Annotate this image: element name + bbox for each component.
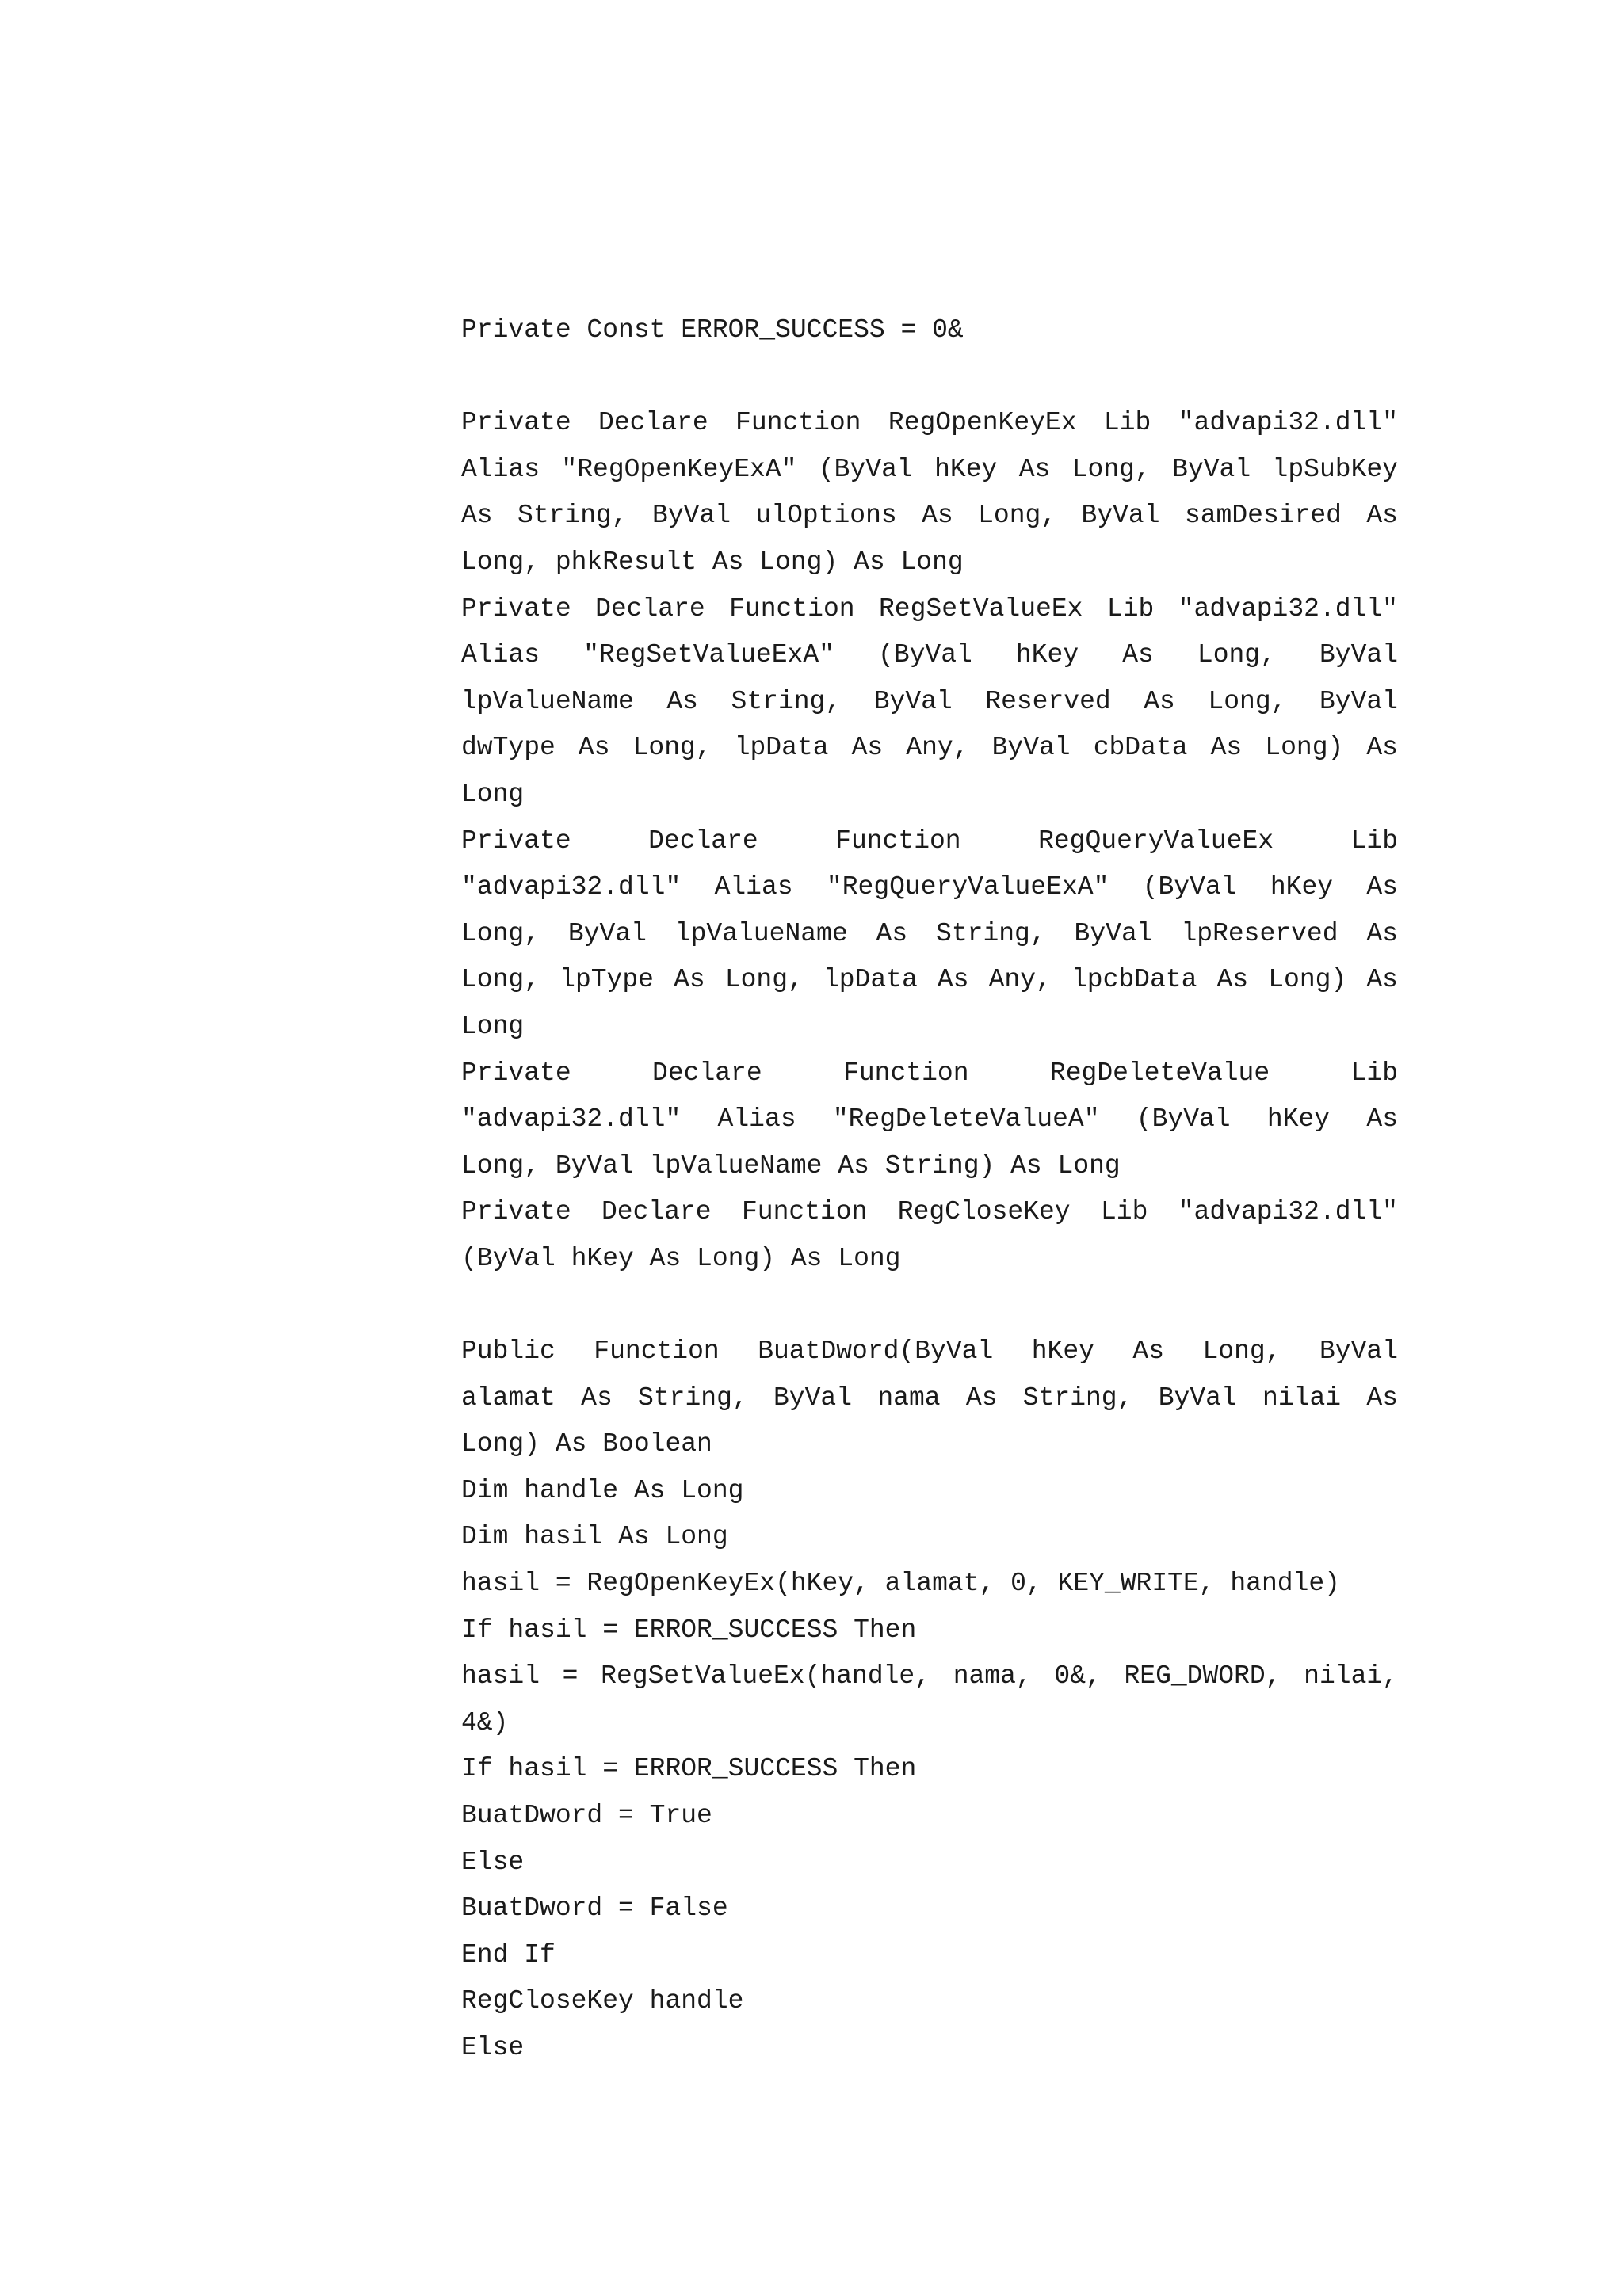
blank-line — [461, 1282, 1398, 1329]
code-line: Long — [461, 779, 525, 809]
code-line: BuatDword = True — [461, 1801, 712, 1830]
code-line: Alias "RegOpenKeyExA" (ByVal hKey As Long, ByVal lpSubKey — [461, 454, 1398, 484]
code-line: "advapi32.dll" Alias "RegDeleteValueA" (ByVal hKey As — [461, 1104, 1398, 1135]
code-line: Private Const ERROR_SUCCESS = 0& — [461, 315, 964, 345]
code-line: End If — [461, 1939, 556, 1970]
code-line: hasil = RegSetValueEx(handle, nama, 0&, REG_DWORD, nilai, — [461, 1661, 1398, 1691]
code-line: Alias "RegSetValueExA" (ByVal hKey As Long, ByVal — [461, 640, 1398, 670]
code-line: Dim hasil As Long — [461, 1522, 728, 1552]
code-line: Long, lpType As Long, lpData As Any, lpcbData As Long) As — [461, 965, 1398, 995]
code-line: Long — [461, 1011, 525, 1041]
code-line: If hasil = ERROR_SUCCESS Then — [461, 1754, 917, 1784]
code-line: Private Declare Function RegQueryValueEx Lib — [461, 826, 1398, 856]
code-line: Long, ByVal lpValueName As String) As Long — [461, 1150, 1121, 1180]
code-line: lpValueName As String, ByVal Reserved As Long, ByVal — [461, 686, 1398, 716]
code-line: Dim handle As Long — [461, 1475, 744, 1505]
code-line: RegCloseKey handle — [461, 1986, 744, 2016]
code-line: dwType As Long, lpData As Any, ByVal cbData As Long) As — [461, 733, 1398, 763]
code-line: Private Declare Function RegDeleteValue Lib — [461, 1058, 1398, 1088]
code-line: (ByVal hKey As Long) As Long — [461, 1243, 901, 1273]
code-line: If hasil = ERROR_SUCCESS Then — [461, 1615, 917, 1645]
code-line: Private Declare Function RegSetValueEx Lib "advapi32.dll" — [461, 593, 1398, 624]
code-line: Long, ByVal lpValueName As String, ByVal lpReserved As — [461, 918, 1398, 948]
code-line: Else — [461, 2032, 525, 2062]
code-line: BuatDword = False — [461, 1894, 728, 1924]
code-listing — [461, 307, 1398, 2072]
code-line: 4&) — [461, 1707, 509, 1737]
code-line: Private Declare Function RegOpenKeyEx Lib "advapi32.dll" — [461, 408, 1398, 438]
code-line: Public Function BuatDword(ByVal hKey As Long, ByVal — [461, 1337, 1398, 1367]
code-line: Long) As Boolean — [461, 1429, 712, 1459]
code-line: hasil = RegOpenKeyEx(hKey, alamat, 0, KEY_WRITE, handle) — [461, 1569, 1340, 1599]
code-line: Else — [461, 1847, 525, 1877]
code-line: Private Declare Function RegCloseKey Lib "advapi32.dll" — [461, 1197, 1398, 1227]
code-line: "advapi32.dll" Alias "RegQueryValueExA" (ByVal hKey As — [461, 872, 1398, 902]
code-line: Long, phkResult As Long) As Long — [461, 547, 964, 577]
blank-line — [461, 354, 1398, 401]
code-line: alamat As String, ByVal nama As String, ByVal nilai As — [461, 1383, 1398, 1413]
code-line: As String, ByVal ulOptions As Long, ByVal samDesired As — [461, 501, 1398, 531]
